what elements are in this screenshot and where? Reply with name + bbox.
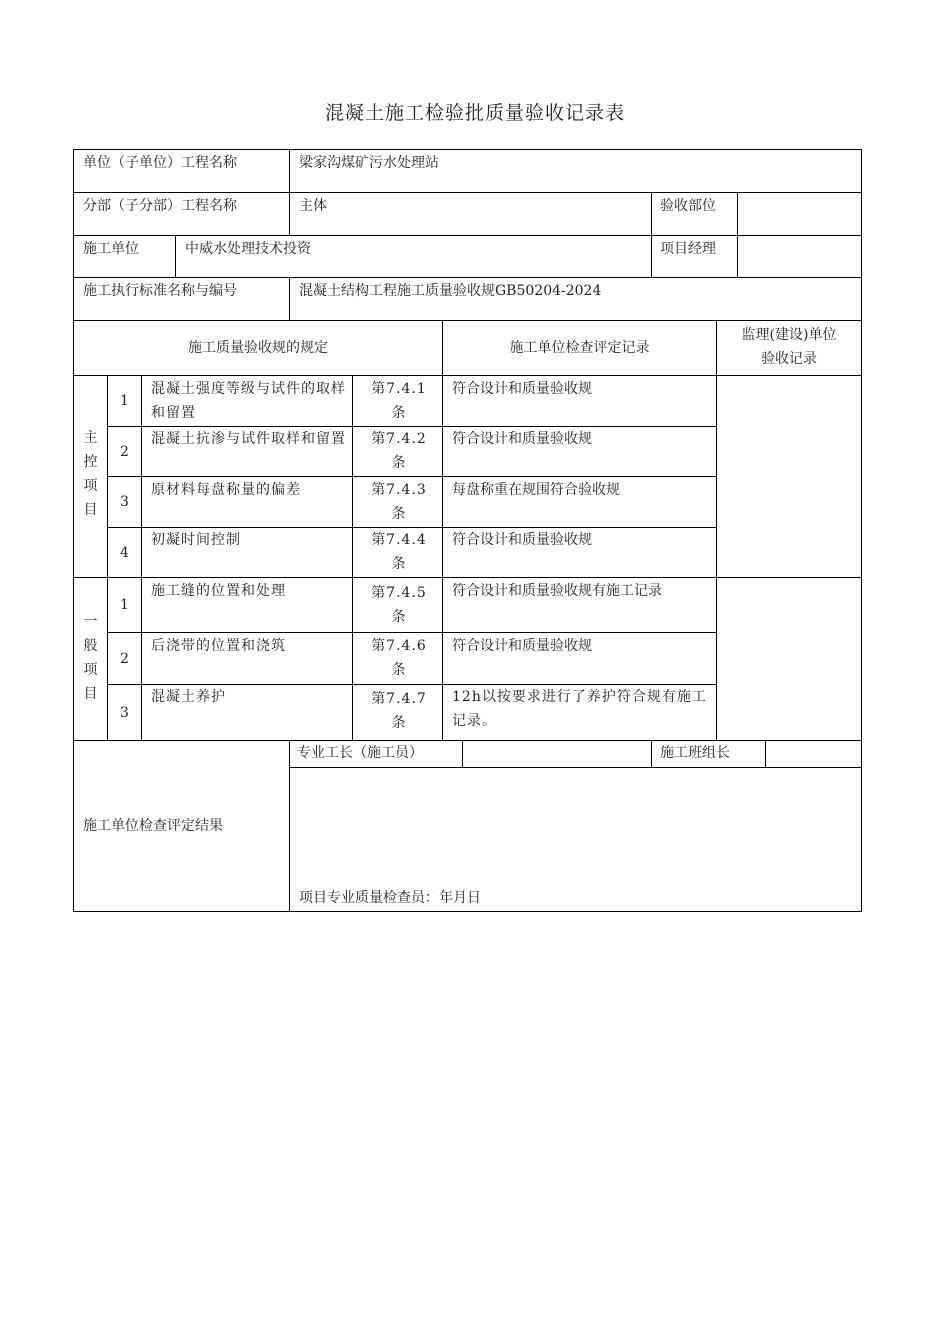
item-record: 符合设计和质量验收规 — [452, 638, 592, 654]
item-clause: 第7.4.5条 — [371, 585, 427, 625]
item-record: 符合设计和质量验收规有施工记录 — [452, 583, 662, 599]
result-label: 施工单位检查评定结果 — [83, 818, 223, 834]
item-number: 1 — [120, 597, 129, 613]
contractor-value: 中威水处理技术投资 — [185, 241, 311, 257]
item-clause: 第7.4.4条 — [371, 532, 427, 572]
item-description: 混凝土强度等级与试件的取样和留置 — [151, 381, 346, 421]
item-number: 2 — [120, 650, 129, 667]
item-description: 原材料每盘称量的偏差 — [151, 482, 301, 498]
item-clause: 第7.4.1条 — [371, 381, 427, 421]
item-record: 符合设计和质量验收规 — [452, 381, 592, 397]
item-description: 混凝土抗渗与试件取样和留置 — [151, 431, 346, 447]
item-number: 1 — [120, 393, 129, 409]
item-number: 4 — [120, 544, 129, 561]
item-clause: 第7.4.6条 — [371, 638, 427, 678]
unit-project-value: 梁家沟煤矿污水处理站 — [299, 155, 439, 171]
record-column-header: 施工单位检查评定记录 — [509, 340, 650, 356]
item-description: 后浇带的位置和浇筑 — [151, 638, 286, 654]
item-number: 2 — [120, 443, 129, 460]
subdivision-label: 分部（子分部）工程名称 — [83, 198, 237, 214]
item-description: 施工缝的位置和处理 — [151, 583, 286, 599]
item-record: 符合设计和质量验收规 — [452, 431, 592, 447]
subdivision-value: 主体 — [299, 198, 327, 214]
standard-value: 混凝土结构工程施工质量验收规GB50204-2024 — [299, 283, 602, 299]
unit-project-label: 单位（子单位）工程名称 — [83, 155, 237, 171]
item-record: 12h以按要求进行了养护符合规有施工记录。 — [452, 689, 707, 729]
supervision-column-header: 监理(建设)单位 验收记录 — [741, 327, 837, 367]
general-group-label: 一 般 项 目 — [83, 614, 98, 702]
item-clause: 第7.4.2条 — [371, 431, 427, 471]
item-clause: 第7.4.3条 — [371, 482, 427, 522]
page-title: 混凝土施工检验批质量验收记录表 — [324, 102, 625, 124]
main-control-group-label: 主 控 项 目 — [83, 430, 98, 518]
spec-column-header: 施工质量验收规的规定 — [188, 340, 328, 356]
project-manager-label: 项目经理 — [660, 241, 716, 257]
item-description: 初凝时间控制 — [151, 532, 241, 548]
contractor-label: 施工单位 — [83, 241, 139, 257]
acceptance-part-label: 验收部位 — [660, 198, 716, 214]
team-leader-label: 施工班组长 — [660, 745, 730, 761]
item-number: 3 — [120, 704, 129, 721]
item-description: 混凝土养护 — [151, 689, 226, 705]
foreman-label: 专业工长（施工员） — [297, 745, 423, 761]
item-record: 每盘称重在规围符合验收规 — [452, 482, 620, 498]
quality-inspector-signature: 项目专业质量检查员：年月日 — [299, 890, 481, 906]
standard-label: 施工执行标准名称与编号 — [83, 283, 237, 299]
item-record: 符合设计和质量验收规 — [452, 532, 592, 548]
item-clause: 第7.4.7条 — [371, 691, 427, 731]
item-number: 3 — [120, 494, 129, 510]
